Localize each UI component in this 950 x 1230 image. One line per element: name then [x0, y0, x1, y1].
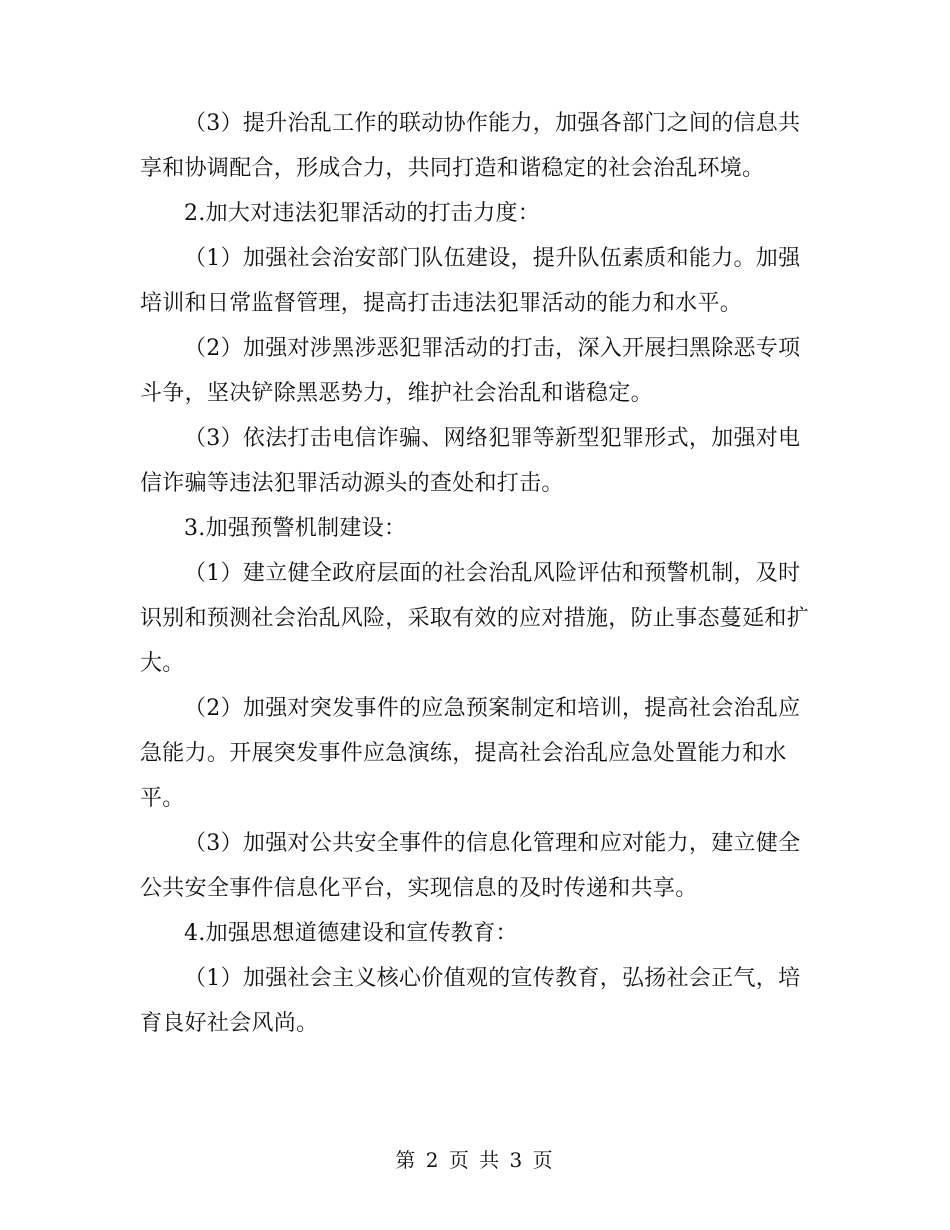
paragraph-3-3: （3）加强对公共安全事件的信息化管理和应对能力，建立健全公共安全事件信息化平台，实现信息的及时传递和共享。 — [140, 831, 801, 901]
paragraph-2-1: （1）加强社会治安部门队伍建设，提升队伍素质和能力。加强培训和日常监督管理，提高打击违法犯罪活动的能力和水平。 — [140, 246, 801, 316]
paragraph-3-2: （2）加强对突发事件的应急预案制定和培训，提高社会治乱应急能力。开展突发事件应急演练，提高社会治乱应急处置能力和水平。 — [140, 696, 801, 811]
section-heading-2: 2.加大对违法犯罪活动的打击力度： — [184, 201, 541, 226]
section-heading-4: 4.加强思想道德建设和宣传教育： — [184, 921, 518, 946]
paragraph-2-2: （2）加强对涉黑涉恶犯罪活动的打击，深入开展扫黑除恶专项斗争，坚决铲除黑恶势力，维护社会治乱和谐稳定。 — [140, 336, 801, 406]
paragraph-2-3: （3）依法打击电信诈骗、网络犯罪等新型犯罪形式，加强对电信诈骗等违法犯罪活动源头的查处和打击。 — [140, 426, 801, 496]
paragraph-3-1: （1）建立健全政府层面的社会治乱风险评估和预警机制，及时识别和预测社会治乱风险，采取有效的应对措施，防止事态蔓延和扩大。 — [140, 561, 810, 676]
paragraph-4-1: （1）加强社会主义核心价值观的宣传教育，弘扬社会正气，培育良好社会风尚。 — [140, 966, 801, 1036]
page-number-footer: 第 2 页 共 3 页 — [395, 1148, 555, 1172]
section-heading-3: 3.加强预警机制建设： — [184, 516, 407, 541]
paragraph-1-3: （3）提升治乱工作的联动协作能力，加强各部门之间的信息共享和协调配合，形成合力，共同打造和谐稳定的社会治乱环境。 — [140, 111, 801, 181]
document-body — [140, 101, 810, 1046]
